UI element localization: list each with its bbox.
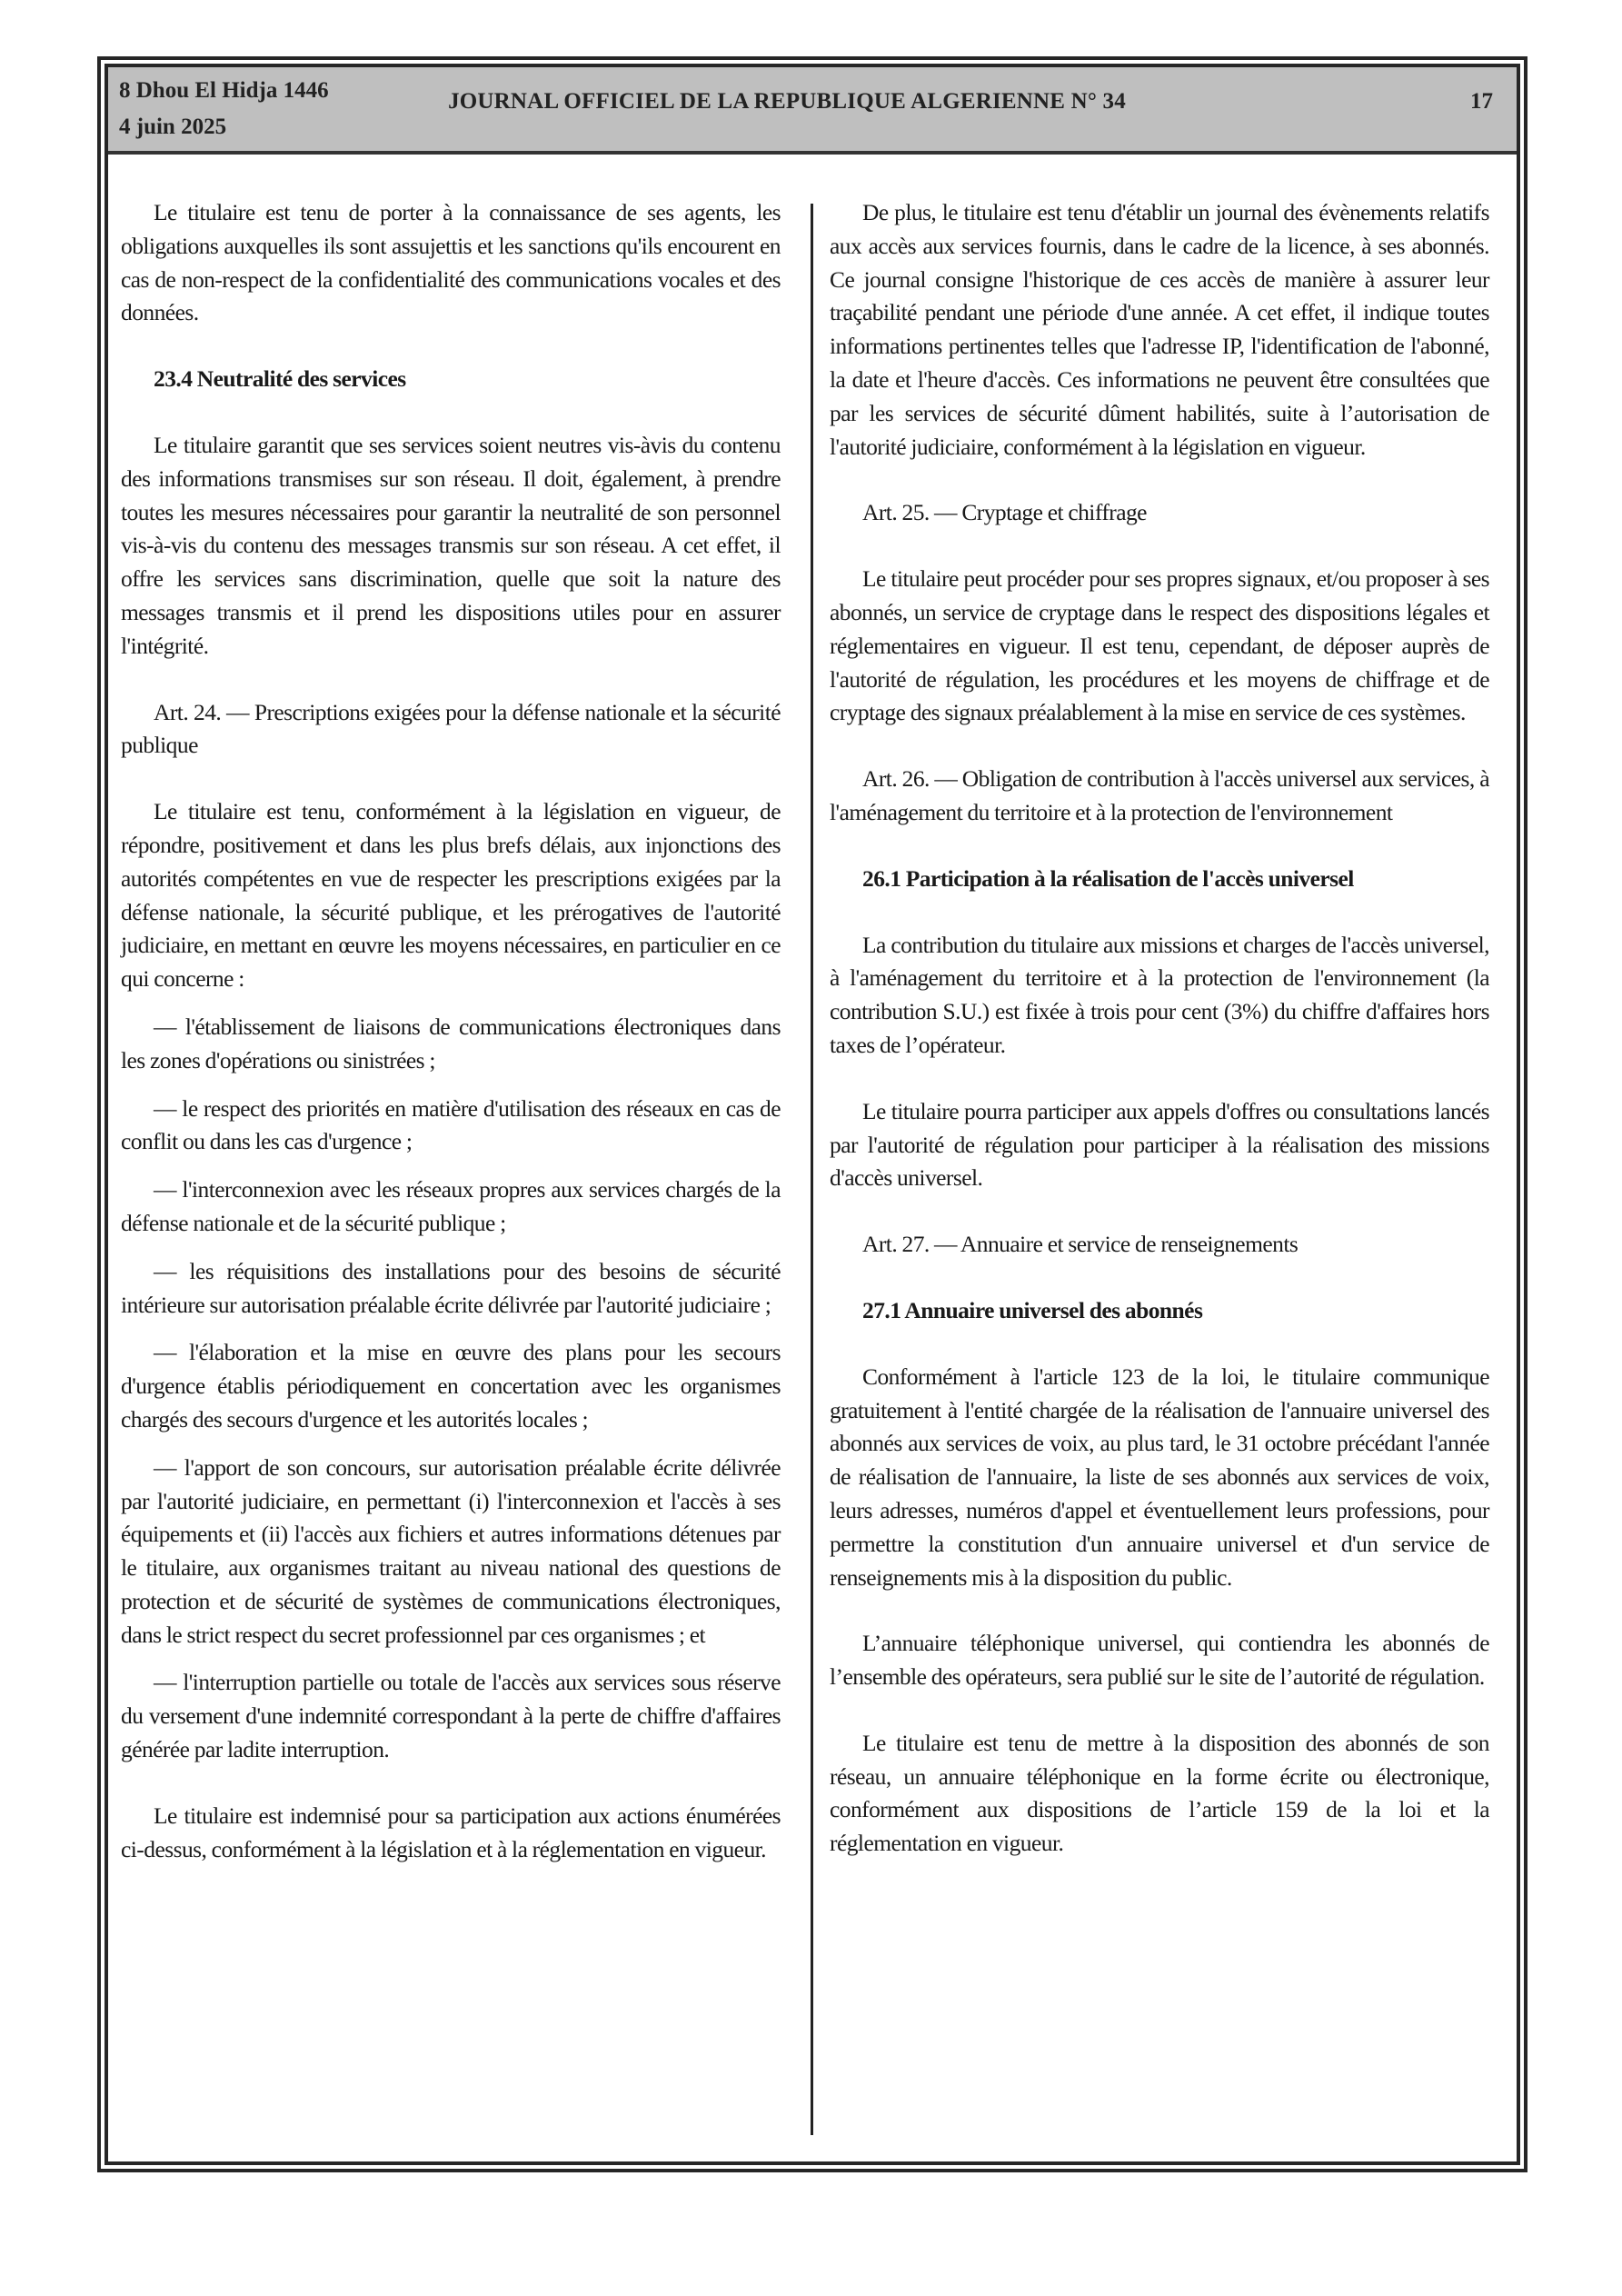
list-item: — les réquisitions des installations pour des besoins de sécurité intérieure sur autorisation préalable écrite délivrée par l'autorité judiciaire ; xyxy=(121,1257,781,1318)
page-number: 17 xyxy=(1470,89,1493,114)
list-item: — l'élaboration et la mise en œuvre des plans pour les secours d'urgence établis périodiquement en concertation avec les organismes chargés des secours d'urgence et les autorités locales ; xyxy=(121,1339,781,1433)
journal-title: JOURNAL OFFICIEL DE LA REPUBLIQUE ALGERIENNE N° 34 xyxy=(448,89,1126,114)
paragraph: Le titulaire est tenu de mettre à la disposition des abonnés de son réseau, un annuaire téléphonique en la forme écrite ou électronique, conformément aux dispositions de l’article 159 de la loi et la réglementation en vigueur. xyxy=(830,1729,1489,1857)
page-inner-frame xyxy=(104,64,1520,2165)
hijri-date: 8 Dhou El Hidja 1446 xyxy=(119,78,329,103)
section-heading: 27.1 Annuaire universel des abonnés xyxy=(862,1296,1203,1323)
list-item: — l'établissement de liaisons de communications électroniques dans les zones d'opérations ou sinistrées ; xyxy=(121,1013,781,1073)
section-heading: 26.1 Participation à la réalisation de l'accès universel xyxy=(862,864,1354,892)
paragraph: Conformément à l'article 123 de la loi, le titulaire communique gratuitement à l'entité chargée de la réalisation de l'annuaire universel des abonnés aux services de voix, au plus tard, le 31 octobre précédant l'année de réalisation de l'annuaire, la liste de ses abonnés aux services de voix, leurs adresses, numéros d'appel et éventuellement leurs professions, pour permettre la constitution d'un annuaire universel et d'un service de renseignements mis à la disposition du public. xyxy=(830,1363,1489,1591)
article-title: Art. 25. — Cryptage et chiffrage xyxy=(862,499,1147,526)
article-title: Art. 27. — Annuaire et service de renseignements xyxy=(862,1231,1299,1258)
section-heading: 23.4 Neutralité des services xyxy=(154,365,406,393)
list-item: — l'interruption partielle ou totale de l'accès aux services sous réserve du versement d'une indemnité correspondant à la perte de chiffre d'affaires générée par ladite interruption. xyxy=(121,1669,781,1763)
list-item: — l'interconnexion avec les réseaux propres aux services chargés de la défense nationale et de la sécurité publique ; xyxy=(121,1176,781,1236)
article-title: Art. 24. — Prescriptions exigées pour la défense nationale et la sécurité publique xyxy=(121,698,781,759)
paragraph: Le titulaire est indemnisé pour sa participation aux actions énumérées ci-dessus, conformément à la législation et à la réglementation en vigueur. xyxy=(121,1802,781,1862)
paragraph: Le titulaire peut procéder pour ses propres signaux, et/ou proposer à ses abonnés, un service de cryptage dans le respect des dispositions légales et réglementaires en vigueur. Il est tenu, cependant, de déposer auprès de l'autorité de régulation, les procédures et les moyens de chiffrage et de cryptage des signaux préalablement à la mise en service de ces systèmes. xyxy=(830,565,1489,726)
list-item: — l'apport de son concours, sur autorisation préalable écrite délivrée par l'autorité judiciaire, en permettant (i) l'interconnexion et l'accès à ses équipements et (ii) l'accès aux fichiers et autres informations détenues par le titulaire, aux organismes traitant au niveau national des questions de protection et de sécurité de systèmes de communications électroniques, dans le strict respect du secret professionnel par ces organismes ; et xyxy=(121,1453,781,1648)
gregorian-date: 4 juin 2025 xyxy=(119,115,227,139)
list-item: — le respect des priorités en matière d'utilisation des réseaux en cas de conflit ou dans les cas d'urgence ; xyxy=(121,1094,781,1155)
page-outer-frame xyxy=(97,56,1527,2172)
paragraph: Le titulaire pourra participer aux appels d'offres ou consultations lancés par l'autorité de régulation pour participer à la réalisation des missions d'accès universel. xyxy=(830,1097,1489,1192)
article-title: Art. 26. — Obligation de contribution à l'accès universel aux services, à l'aménagement du territoire et à la protection de l'environnement xyxy=(830,765,1489,825)
paragraph: De plus, le titulaire est tenu d'établir un journal des évènements relatifs aux accès aux services fournis, dans le cadre de la licence, à ses abonnés. Ce journal consigne l'historique de ces accès de manière à assurer leur traçabilité pendant une période d'une année. A cet effet, il indique toutes informations pertinentes telles que l'adresse IP, l'identification de l'abonné, la date et l'heure d'accès. Ces informations ne peuvent être consultées que par les services de sécurité dûment habilités, suite à l’autorisation de l'autorité judiciaire, conformément à la législation en vigueur. xyxy=(830,199,1489,460)
paragraph: L’annuaire téléphonique universel, qui contiendra les abonnés de l’ensemble des opérateurs, sera publié sur le site de l’autorité de régulation. xyxy=(830,1630,1489,1691)
paragraph: La contribution du titulaire aux missions et charges de l'accès universel, à l'aménagement du territoire et à la protection de l'environnement (la contribution S.U.) est fixée à trois pour cent (3%) du chiffre d'affaires hors taxes de l’opérateur. xyxy=(830,931,1489,1058)
journal-title-wrap xyxy=(108,89,1517,115)
paragraph: Le titulaire est tenu de porter à la connaissance de ses agents, les obligations auxquelles ils sont assujettis et les sanctions qu'ils encourent en cas de non-respect de la confidentialité des communications vocales et des données. xyxy=(121,199,781,326)
column-divider xyxy=(811,204,813,2135)
left-column xyxy=(121,196,781,1866)
paragraph: Le titulaire est tenu, conformément à la législation en vigueur, de répondre, positivement et dans les plus brefs délais, aux injonctions des autorités compétentes en vue de respecter les prescriptions exigées par la défense nationale, la sécurité publique, et les prérogatives de l'autorité judiciaire, en mettant en œuvre les moyens nécessaires, en particulier en ce qui concerne : xyxy=(121,798,781,993)
paragraph: Le titulaire garantit que ses services soient neutres vis-àvis du contenu des informations transmises sur son réseau. Il doit, également, à prendre toutes les mesures nécessaires pour garantir la neutralité de son personnel vis-à-vis du contenu des messages transmis sur son réseau. A cet effet, il offre les services sans discrimination, quelle que soit la nature des messages transmis et il prend les dispositions utiles pour en assurer l'intégrité. xyxy=(121,431,781,659)
right-column xyxy=(830,196,1489,1861)
journal-header xyxy=(108,67,1517,155)
